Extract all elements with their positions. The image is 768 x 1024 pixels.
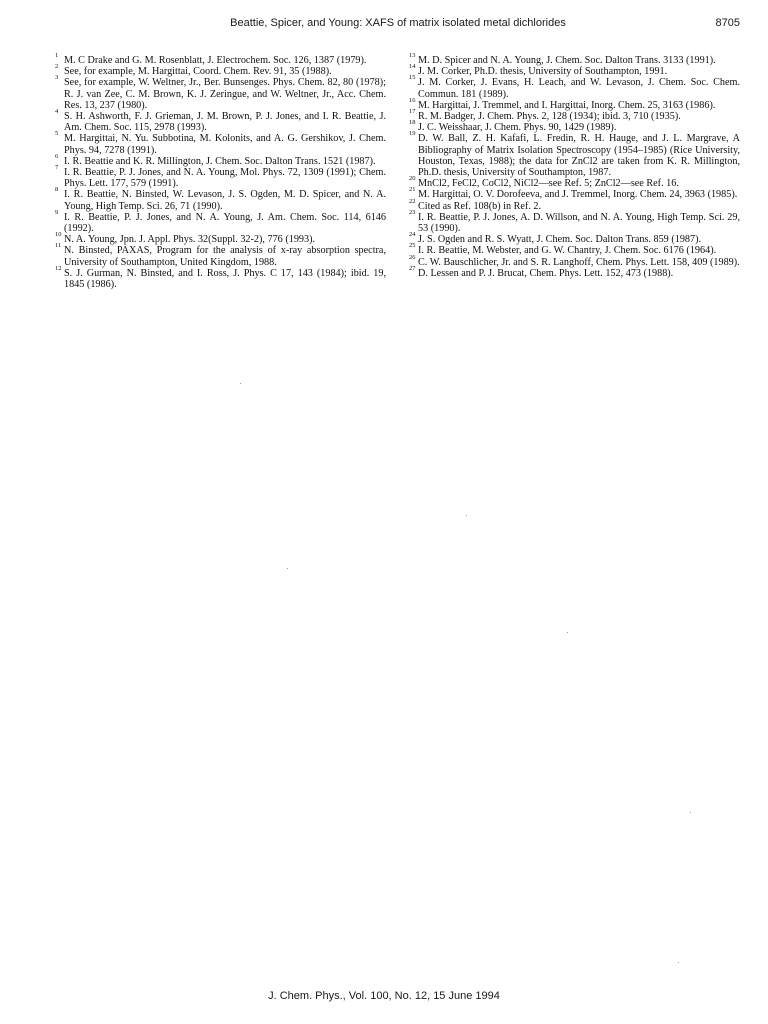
reference-text: M. Hargittai, J. Tremmel, and I. Hargittai, Inorg. Chem. 25, 3163 (1986). <box>418 99 716 111</box>
reference-item <box>55 152 386 167</box>
references-left-column <box>55 52 386 291</box>
reference-text: J. C. Weisshaar, J. Chem. Phys. 90, 1429 (1989). <box>418 122 617 134</box>
reference-text: C. W. Bauschlicher, Jr. and S. R. Langhoff, Chem. Phys. Lett. 158, 409 (1989). <box>418 256 740 268</box>
reference-text: S. J. Gurman, N. Binsted, and I. Ross, J. Phys. C 17, 143 (1984); ibid. 19, 1845 (1986). <box>64 267 386 291</box>
reference-number: 2 <box>55 63 59 71</box>
reference-text: S. H. Ashworth, F. J. Grieman, J. M. Brown, P. J. Jones, and I. R. Beattie, J. Am. Chem. Soc. 115, 2978 (1993). <box>64 111 386 134</box>
reference-number: 4 <box>55 108 59 116</box>
reference-number: 10 <box>55 231 62 239</box>
reference-item <box>409 264 740 279</box>
reference-text: I. R. Beattie, N. Binsted, W. Levason, J. S. Ogden, M. D. Spicer, and N. A. Young, High Temp. Sci. 26, 71 (1990). <box>64 189 386 212</box>
reference-item <box>55 52 386 66</box>
reference-text: I. R. Beattie, P. J. Jones, A. D. Willson, and N. A. Young, High Temp. Sci. 29, 53 (1990). <box>418 211 740 235</box>
reference-text: R. M. Badger, J. Chem. Phys. 2, 128 (1934); ibid. 3, 710 (1935). <box>418 111 681 123</box>
reference-number: 22 <box>409 197 416 205</box>
reference-text: J. S. Ogden and R. S. Wyatt, J. Chem. Soc. Dalton Trans. 859 (1987). <box>418 234 702 246</box>
scan-speck <box>287 568 288 569</box>
reference-text: J. M. Corker, Ph.D. thesis, University of Southampton, 1991. <box>418 66 668 78</box>
scan-speck <box>466 515 467 516</box>
reference-item <box>55 130 386 156</box>
reference-item <box>409 119 740 134</box>
reference-item <box>55 108 386 134</box>
reference-number: 6 <box>55 152 59 160</box>
reference-text: N. A. Young, Jpn. J. Appl. Phys. 32(Suppl. 32-2), 776 (1993). <box>64 234 316 246</box>
reference-text: D. Lessen and P. J. Brucat, Chem. Phys. Lett. 152, 473 (1988). <box>418 267 674 279</box>
reference-item <box>409 52 740 66</box>
reference-number: 13 <box>409 52 416 59</box>
reference-number: 9 <box>55 208 59 216</box>
scan-speck <box>690 812 691 813</box>
reference-text: MnCl2, FeCl2, CoCl2, NiCl2—see Ref. 5; ZnCl2—see Ref. 16. <box>418 178 679 190</box>
journal-footer: J. Chem. Phys., Vol. 100, No. 12, 15 June 1994 <box>268 990 500 1002</box>
reference-text: M. D. Spicer and N. A. Young, J. Chem. Soc. Dalton Trans. 3133 (1991). <box>418 55 716 66</box>
reference-text: See, for example, M. Hargittai, Coord. Chem. Rev. 91, 35 (1988). <box>64 66 332 78</box>
page-number: 8705 <box>715 17 740 29</box>
reference-number: 15 <box>409 74 416 82</box>
reference-number: 3 <box>55 74 59 82</box>
reference-number: 17 <box>409 108 416 116</box>
reference-number: 11 <box>55 242 62 250</box>
reference-number: 5 <box>55 130 59 138</box>
reference-text: I. R. Beattie, P. J. Jones, and N. A. Young, J. Am. Chem. Soc. 114, 6146 (1992). <box>64 211 386 235</box>
reference-text: N. Binsted, PAXAS, Program for the analysis of x-ray absorption spectra, University of Southampton, United Kingdom, 1988. <box>64 245 386 268</box>
reference-text: Cited as Ref. 108(b) in Ref. 2. <box>418 200 542 212</box>
reference-number: 21 <box>409 186 416 194</box>
reference-text: See, for example, W. Weltner, Jr., Ber. Bunsenges. Phys. Chem. 82, 80 (1978); R. J. van Zee, C. M. Brown, K. J. Zeringue, and W. Weltner, Jr., Acc. Chem. Res. 13, 237 (1980). <box>64 77 386 111</box>
reference-number: 25 <box>409 242 416 250</box>
reference-text: I. R. Beattie, P. J. Jones, and N. A. Young, Mol. Phys. 72, 1309 (1991); Chem. Phys. Lett. 177, 579 (1991). <box>64 167 386 190</box>
reference-item <box>55 264 386 291</box>
running-title: Beattie, Spicer, and Young: XAFS of matrix isolated metal dichlorides <box>230 17 566 29</box>
reference-number: 20 <box>409 175 416 183</box>
reference-number: 18 <box>409 119 416 127</box>
reference-text: D. W. Ball, Z. H. Kafafi, L. Fredin, R. H. Hauge, and J. L. Margrave, A Bibliography of Matrix Isolation Spectroscopy (1954–1985) (Rice University, Houston, Texas, 1988); the data for ZnCl2 are taken from K. R. Millington, Ph.D. thesis, University of Southampton, 1987. <box>418 133 740 179</box>
reference-number: 16 <box>409 96 416 104</box>
reference-item <box>55 63 386 78</box>
reference-number: 7 <box>55 164 59 172</box>
reference-text: M. C Drake and G. M. Rosenblatt, J. Electrochem. Soc. 126, 1387 (1979). <box>64 55 367 66</box>
reference-number: 19 <box>409 130 416 138</box>
references-right-column <box>409 52 740 279</box>
reference-number: 24 <box>409 231 416 239</box>
reference-number: 23 <box>409 208 416 216</box>
reference-number: 27 <box>409 264 416 272</box>
reference-number: 12 <box>55 264 62 272</box>
reference-text: J. M. Corker, J. Evans, H. Leach, and W. Levason, J. Chem. Soc. Chem. Commun. 181 (1989). <box>418 77 740 100</box>
reference-text: I. R. Beattie, M. Webster, and G. W. Chantry, J. Chem. Soc. 6176 (1964). <box>418 245 717 257</box>
reference-item <box>55 74 386 111</box>
reference-text: M. Hargittai, N. Yu. Subbotina, M. Kolonits, and A. G. Gershikov, J. Chem. Phys. 94, 7278 (1991). <box>64 133 386 156</box>
reference-item <box>55 164 386 190</box>
reference-item <box>55 186 386 212</box>
reference-text: I. R. Beattie and K. R. Millington, J. Chem. Soc. Dalton Trans. 1521 (1987). <box>64 155 376 167</box>
reference-text: M. Hargittai, O. V. Dorofeeva, and J. Tremmel, Inorg. Chem. 24, 3963 (1985). <box>418 189 738 201</box>
reference-number: 26 <box>409 253 416 261</box>
scan-speck <box>567 632 568 633</box>
scan-speck <box>240 383 241 384</box>
reference-number: 8 <box>55 186 59 194</box>
scan-speck <box>678 962 679 963</box>
running-header <box>56 17 740 33</box>
reference-number: 14 <box>409 63 416 71</box>
reference-number: 1 <box>55 52 59 59</box>
reference-item <box>409 96 740 111</box>
